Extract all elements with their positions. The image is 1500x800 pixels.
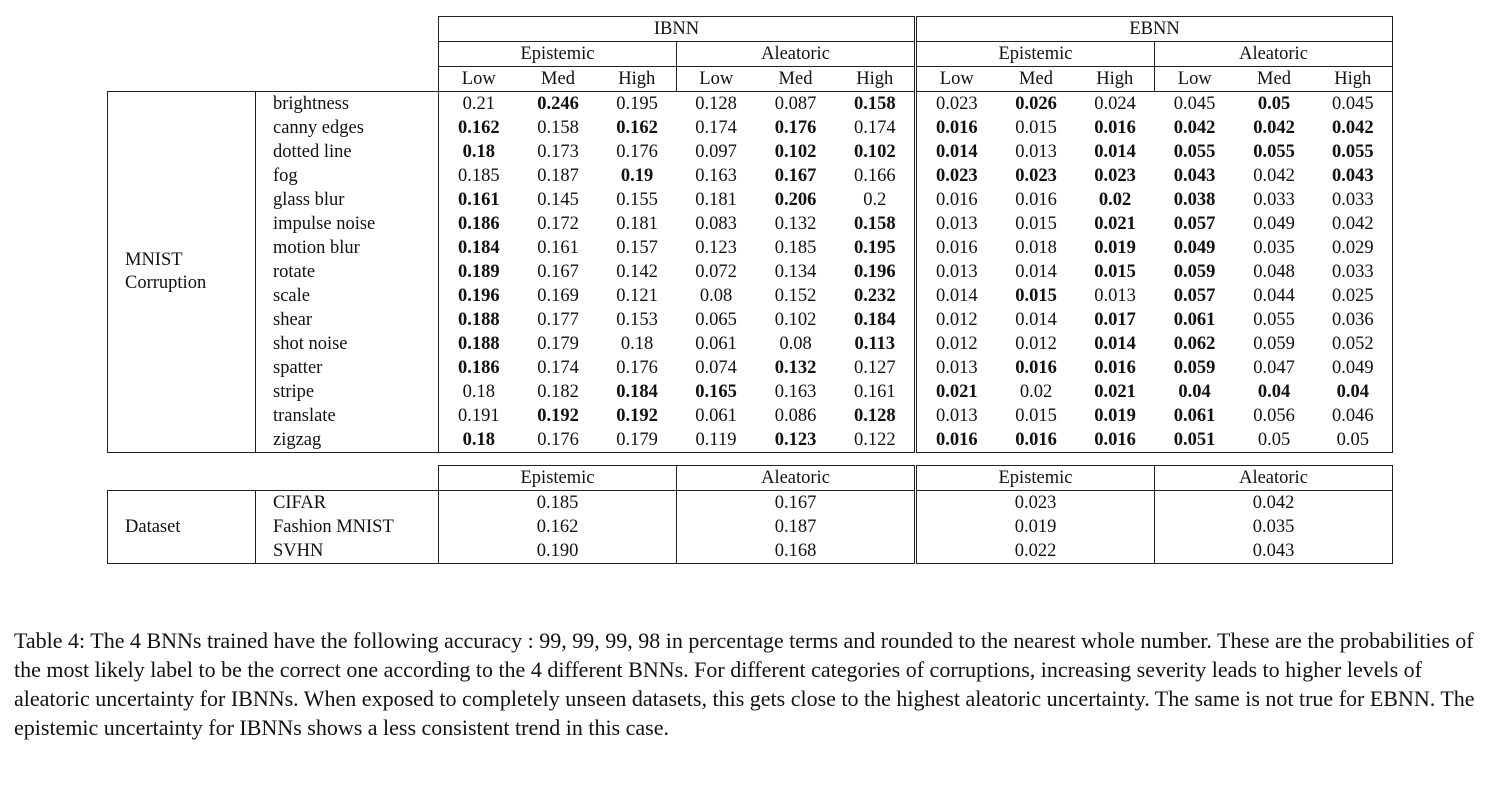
row-label: motion blur: [256, 236, 439, 260]
table-cell: 0.2: [863, 189, 887, 210]
table-cell: 0.014: [1094, 141, 1136, 162]
table-row: [108, 491, 1393, 516]
table-cell: 0.014: [1015, 261, 1057, 282]
ebnn-aleatoric-header: Aleatoric: [1155, 42, 1393, 67]
level-header: Low: [439, 67, 519, 92]
table-cell: 0.128: [695, 93, 737, 114]
table-cell: 0.161: [853, 381, 896, 402]
table-cell: 0.185: [774, 237, 817, 258]
table-cell: 0.026: [1015, 93, 1057, 114]
table-cell: 0.186: [439, 356, 519, 380]
table-cell: 0.196: [853, 261, 896, 282]
table-cell: 0.045: [1314, 92, 1393, 117]
table-cell: 0.035: [1253, 237, 1295, 258]
dataset-ebnn-aleatoric-header: Aleatoric: [1155, 466, 1393, 491]
table-cell: 0.165: [695, 381, 737, 402]
row-label: brightness: [256, 92, 439, 117]
dataset-ibnn-aleatoric-header: Aleatoric: [677, 466, 916, 491]
table-cell: 0.161: [537, 237, 579, 258]
table-cell: 0.02: [1098, 189, 1132, 210]
table-cell: 0.016: [1076, 428, 1155, 453]
group-label-line: Corruption: [125, 273, 207, 293]
table-cell: 0.185: [439, 491, 677, 516]
row-label: SVHN: [256, 539, 439, 564]
table-row: [108, 380, 1393, 404]
table-cell: 0.02: [1019, 381, 1053, 402]
row-label: zigzag: [256, 428, 439, 453]
table-cell: 0.163: [695, 165, 737, 186]
table-cell: 0.046: [1314, 404, 1393, 428]
group-label-mnist: [108, 92, 256, 453]
table-row: [108, 188, 1393, 212]
table-cell: 0.023: [916, 491, 1155, 516]
table-cell: 0.195: [853, 237, 896, 258]
table-row: [108, 308, 1393, 332]
table-cell: 0.18: [620, 333, 654, 354]
table-cell: 0.059: [1173, 261, 1216, 282]
table-cell: 0.206: [774, 189, 817, 210]
group-label-line: MNIST: [125, 250, 183, 270]
table-cell: 0.021: [916, 380, 997, 404]
group-label-dataset: Dataset: [108, 491, 256, 564]
table-cell: 0.019: [1094, 405, 1136, 426]
table-cell: 0.013: [1015, 141, 1057, 162]
table-cell: 0.042: [1155, 491, 1393, 516]
table-cell: 0.185: [439, 164, 519, 188]
table-cell: 0.121: [616, 285, 658, 306]
table-cell: 0.016: [1015, 357, 1057, 378]
table-cell: 0.162: [439, 515, 677, 539]
table-cell: 0.061: [695, 333, 737, 354]
table-cell: 0.18: [439, 380, 519, 404]
table-row: [108, 164, 1393, 188]
table-cell: 0.014: [1015, 309, 1057, 330]
table-cell: 0.176: [774, 117, 817, 138]
table-cell: 0.059: [1253, 333, 1295, 354]
table-cell: 0.042: [1314, 116, 1393, 140]
table-cell: 0.163: [774, 381, 817, 402]
table-row: [108, 212, 1393, 236]
row-label: glass blur: [256, 188, 439, 212]
table-cell: 0.049: [1173, 237, 1216, 258]
table-cell: 0.127: [853, 357, 896, 378]
table-cell: 0.113: [854, 333, 896, 354]
ibnn-epistemic-header: Epistemic: [439, 42, 677, 67]
table-cell: 0.232: [853, 285, 896, 306]
table-cell: 0.024: [1094, 93, 1136, 114]
table-cell: 0.179: [598, 428, 677, 453]
table-cell: 0.016: [916, 236, 997, 260]
table-cell: 0.192: [616, 405, 658, 426]
table-cell: 0.196: [439, 284, 519, 308]
table-cell: 0.074: [695, 357, 737, 378]
table-cell: 0.013: [916, 212, 997, 236]
table-row: [108, 284, 1393, 308]
level-header: Low: [916, 67, 997, 92]
table-cell: 0.05: [1314, 428, 1393, 453]
table-cell: 0.016: [1094, 117, 1136, 138]
level-header: High: [598, 67, 677, 92]
level-header: Low: [1155, 67, 1235, 92]
table-cell: 0.055: [1253, 141, 1295, 162]
table-cell: 0.191: [439, 404, 519, 428]
table-cell: 0.123: [756, 428, 836, 453]
table-cell: 0.18: [439, 428, 519, 453]
table-cell: 0.123: [695, 237, 737, 258]
row-label: scale: [256, 284, 439, 308]
table-cell: 0.166: [853, 165, 896, 186]
table-cell: 0.033: [1314, 188, 1393, 212]
table-cell: 0.187: [537, 165, 579, 186]
table-row: [108, 92, 1393, 117]
table-cell: 0.05: [1257, 93, 1291, 114]
table-cell: 0.016: [916, 188, 997, 212]
table-cell: 0.049: [1314, 356, 1393, 380]
table-cell: 0.016: [916, 428, 997, 453]
table-cell: 0.157: [616, 237, 658, 258]
table-cell: 0.05: [1235, 428, 1314, 453]
table-cell: 0.044: [1253, 285, 1295, 306]
table-cell: 0.162: [439, 116, 519, 140]
table-cell: 0.047: [1253, 357, 1295, 378]
table-cell: 0.174: [537, 357, 579, 378]
row-label: shear: [256, 308, 439, 332]
table-cell: 0.145: [537, 189, 579, 210]
table-cell: 0.057: [1173, 213, 1216, 234]
table-cell: 0.04: [1314, 380, 1393, 404]
table-cell: 0.033: [1253, 189, 1295, 210]
table-cell: 0.014: [916, 284, 997, 308]
table-cell: 0.062: [1173, 333, 1216, 354]
level-header: Med: [1235, 67, 1314, 92]
table-cell: 0.189: [439, 260, 519, 284]
level-header: Low: [677, 67, 756, 92]
ibnn-aleatoric-header: Aleatoric: [677, 42, 916, 67]
table-cell: 0.176: [519, 428, 598, 453]
table-cell: 0.042: [1253, 117, 1295, 138]
table-row: [108, 260, 1393, 284]
table-cell: 0.014: [916, 140, 997, 164]
table-row: [108, 236, 1393, 260]
table-cell: 0.038: [1173, 189, 1216, 210]
table-cell: 0.08: [779, 333, 812, 354]
table-cell: 0.059: [1173, 357, 1216, 378]
table-cell: 0.061: [1173, 405, 1216, 426]
table-cell: 0.049: [1253, 213, 1295, 234]
table-cell: 0.102: [853, 141, 896, 162]
table-cell: 0.188: [439, 308, 519, 332]
table-cell: 0.061: [695, 405, 737, 426]
table-cell: 0.015: [1015, 285, 1057, 306]
table-cell: 0.190: [439, 539, 677, 564]
dataset-ibnn-epistemic-header: Epistemic: [439, 466, 677, 491]
table-cell: 0.167: [537, 261, 579, 282]
table-cell: 0.188: [439, 332, 519, 356]
table-cell: 0.014: [1094, 333, 1136, 354]
row-label: stripe: [256, 380, 439, 404]
table-cell: 0.192: [537, 405, 579, 426]
table-cell: 0.083: [695, 213, 737, 234]
row-label: spatter: [256, 356, 439, 380]
table-cell: 0.167: [677, 491, 916, 516]
results-table-datasets: [107, 465, 1393, 564]
table-cell: 0.042: [1253, 165, 1295, 186]
row-label: translate: [256, 404, 439, 428]
row-label: rotate: [256, 260, 439, 284]
table-cell: 0.055: [1173, 141, 1216, 162]
table-cell: 0.033: [1314, 260, 1393, 284]
table-row: [108, 404, 1393, 428]
table-cell: 0.086: [774, 405, 817, 426]
level-header: High: [1314, 67, 1393, 92]
table-cell: 0.065: [695, 309, 737, 330]
table-cell: 0.061: [1173, 309, 1216, 330]
table-cell: 0.119: [677, 428, 756, 453]
table-cell: 0.043: [1314, 164, 1393, 188]
dataset-ebnn-epistemic-header: Epistemic: [916, 466, 1155, 491]
table-cell: 0.142: [616, 261, 658, 282]
table-cell: 0.181: [695, 189, 737, 210]
table-cell: 0.015: [1015, 117, 1057, 138]
table-cell: 0.186: [439, 212, 519, 236]
table-cell: 0.036: [1314, 308, 1393, 332]
table-cell: 0.023: [1094, 165, 1136, 186]
ebnn-header: EBNN: [916, 17, 1393, 42]
table-cell: 0.055: [1314, 140, 1393, 164]
table-cell: 0.153: [616, 309, 658, 330]
row-label: shot noise: [256, 332, 439, 356]
table-cell: 0.177: [537, 309, 579, 330]
table-cell: 0.035: [1155, 515, 1393, 539]
table-cell: 0.022: [916, 539, 1155, 564]
table-cell: 0.048: [1253, 261, 1295, 282]
table-cell: 0.167: [774, 165, 817, 186]
table-cell: 0.158: [853, 213, 896, 234]
table-cell: 0.021: [1094, 213, 1136, 234]
table-cell: 0.162: [616, 117, 658, 138]
table-row: [108, 356, 1393, 380]
caption-label: Table 4:: [14, 628, 86, 653]
table-cell: 0.016: [1094, 357, 1136, 378]
table-cell: 0.015: [1015, 405, 1057, 426]
table-cell: 0.013: [916, 356, 997, 380]
table-cell: 0.184: [853, 309, 896, 330]
table-cell: 0.21: [439, 92, 519, 117]
table-cell: 0.04: [1178, 381, 1211, 402]
table-cell: 0.122: [836, 428, 916, 453]
table-cell: 0.045: [1173, 93, 1216, 114]
table-cell: 0.012: [1015, 333, 1057, 354]
table-cell: 0.019: [1094, 237, 1136, 258]
table-cell: 0.025: [1314, 284, 1393, 308]
table-cell: 0.174: [695, 117, 737, 138]
results-table-mnist: [107, 16, 1393, 453]
table-cell: 0.176: [616, 141, 658, 162]
table-cell: 0.172: [537, 213, 579, 234]
table-cell: 0.012: [916, 332, 997, 356]
table-cell: 0.173: [537, 141, 579, 162]
table-cell: 0.042: [1173, 117, 1216, 138]
ebnn-epistemic-header: Epistemic: [916, 42, 1155, 67]
table-cell: 0.013: [916, 404, 997, 428]
table-cell: 0.158: [537, 117, 579, 138]
table-caption: [14, 626, 1494, 742]
row-label: fog: [256, 164, 439, 188]
table-cell: 0.08: [699, 285, 733, 306]
row-label: dotted line: [256, 140, 439, 164]
table-cell: 0.055: [1253, 309, 1295, 330]
level-header: High: [1076, 67, 1155, 92]
level-header: Med: [519, 67, 598, 92]
ibnn-header: IBNN: [439, 17, 916, 42]
table-cell: 0.013: [916, 260, 997, 284]
table-row: [108, 539, 1393, 564]
table-cell: 0.246: [537, 93, 579, 114]
table-cell: 0.016: [997, 428, 1076, 453]
table-cell: 0.021: [1094, 381, 1136, 402]
table-row: [108, 140, 1393, 164]
table-cell: 0.042: [1314, 212, 1393, 236]
table-cell: 0.013: [1094, 285, 1136, 306]
table-cell: 0.016: [1015, 189, 1057, 210]
table-row: [108, 515, 1393, 539]
table-cell: 0.132: [774, 213, 817, 234]
table-cell: 0.056: [1253, 405, 1295, 426]
level-header: High: [836, 67, 916, 92]
table-cell: 0.161: [439, 188, 519, 212]
table-cell: 0.029: [1314, 236, 1393, 260]
table-cell: 0.051: [1155, 428, 1235, 453]
table-cell: 0.015: [1015, 213, 1057, 234]
table-cell: 0.169: [537, 285, 579, 306]
table-cell: 0.182: [537, 381, 579, 402]
table-cell: 0.052: [1314, 332, 1393, 356]
table-cell: 0.168: [677, 539, 916, 564]
table-cell: 0.176: [616, 357, 658, 378]
table-cell: 0.184: [439, 236, 519, 260]
table-cell: 0.128: [853, 405, 896, 426]
table-cell: 0.019: [916, 515, 1155, 539]
table-cell: 0.017: [1094, 309, 1136, 330]
table-cell: 0.023: [916, 92, 997, 117]
table-row: [108, 332, 1393, 356]
table-cell: 0.195: [616, 93, 658, 114]
table-row: [108, 116, 1393, 140]
level-header: Med: [756, 67, 836, 92]
table-cell: 0.057: [1173, 285, 1216, 306]
table-cell: 0.043: [1173, 165, 1216, 186]
table-cell: 0.016: [916, 116, 997, 140]
table-cell: 0.015: [1094, 261, 1136, 282]
table-cell: 0.023: [1015, 165, 1057, 186]
table-cell: 0.023: [916, 164, 997, 188]
row-label: impulse noise: [256, 212, 439, 236]
table-row: [108, 428, 1393, 453]
row-label: CIFAR: [256, 491, 439, 516]
table-cell: 0.087: [774, 93, 817, 114]
table-cell: 0.097: [695, 141, 737, 162]
row-label: canny edges: [256, 116, 439, 140]
table-cell: 0.19: [620, 165, 654, 186]
table-cell: 0.179: [537, 333, 579, 354]
table-cell: 0.012: [916, 308, 997, 332]
table-cell: 0.155: [616, 189, 658, 210]
row-label: Fashion MNIST: [256, 515, 439, 539]
table-cell: 0.043: [1155, 539, 1393, 564]
table-cell: 0.187: [677, 515, 916, 539]
table-cell: 0.152: [774, 285, 817, 306]
table-cell: 0.181: [616, 213, 658, 234]
table-cell: 0.18: [439, 140, 519, 164]
table-cell: 0.174: [853, 117, 896, 138]
table-cell: 0.102: [774, 309, 817, 330]
table-cell: 0.04: [1257, 381, 1291, 402]
caption-text: The 4 BNNs trained have the following accuracy : 99, 99, 99, 98 in percentage terms and rounded to the nearest whole number. These are the probabilities of the most likely label to be the correct one according to the 4 different BNNs. For different categories of corruptions, increasing severity leads to higher levels of aleatoric uncertainty for IBNNs. When exposed to completely unseen datasets, this gets close to the highest aleatoric uncertainty. The same is not true for EBNN. The epistemic uncertainty for IBNNs shows a less consistent trend in this case.: [14, 628, 1475, 740]
table-cell: 0.134: [774, 261, 817, 282]
table-cell: 0.072: [695, 261, 737, 282]
table-cell: 0.132: [774, 357, 817, 378]
table-cell: 0.102: [774, 141, 817, 162]
table-cell: 0.184: [616, 381, 658, 402]
table-cell: 0.018: [1015, 237, 1057, 258]
table-cell: 0.158: [853, 93, 896, 114]
level-header: Med: [997, 67, 1076, 92]
